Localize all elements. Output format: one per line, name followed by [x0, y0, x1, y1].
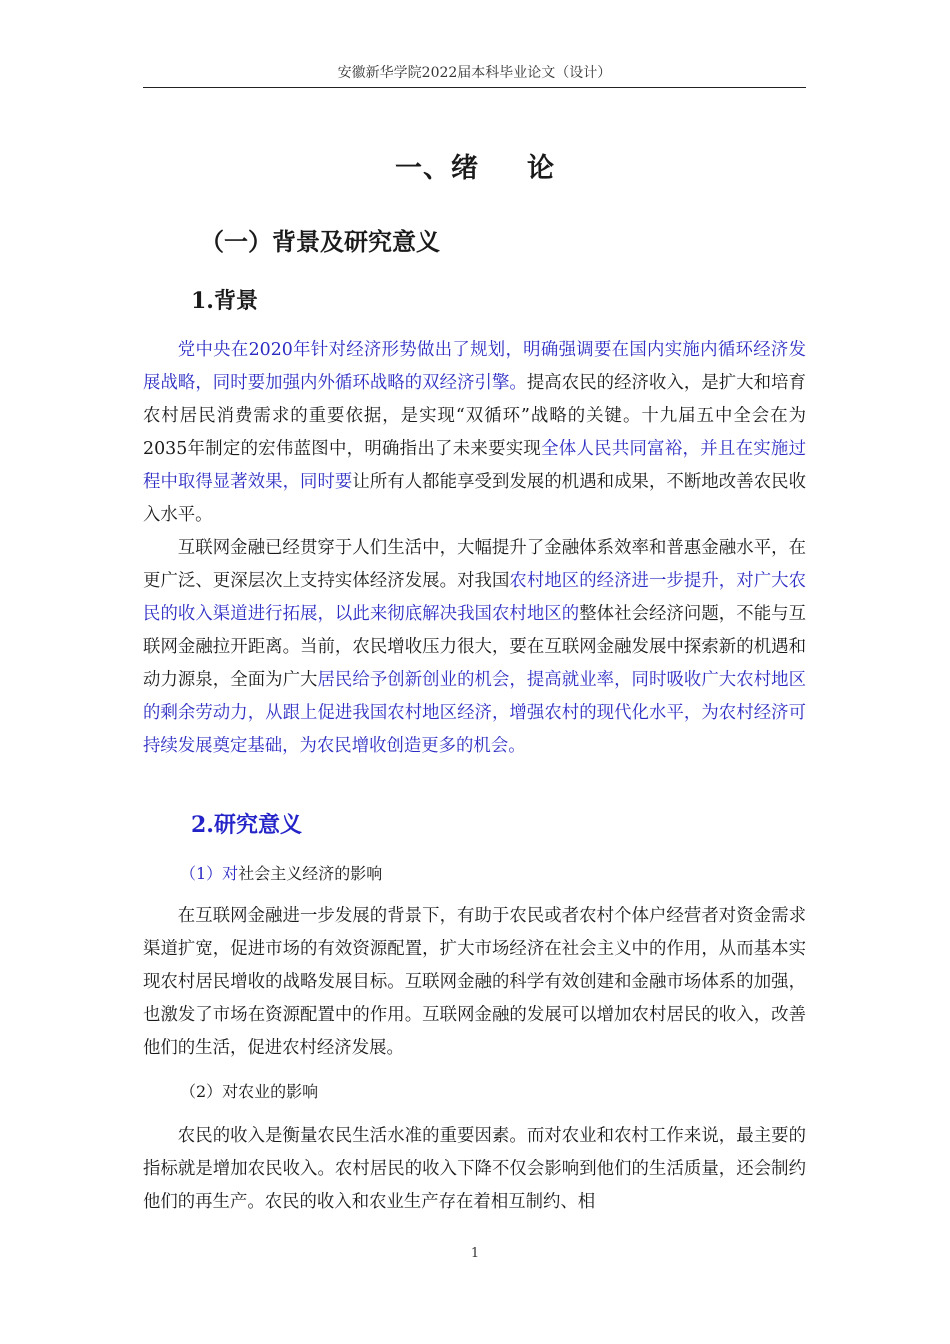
item-heading-1-rest: 社会主义经济的影响 [238, 864, 383, 883]
running-header: 安徽新华学院2022届本科毕业论文（设计） [337, 65, 612, 81]
page-number: 1 [470, 1246, 480, 1261]
paragraph-2-span-1: 互联网金融已经贯穿于人们生活中，大幅提升了金融体系效率和普惠金融水平，在更广泛、更深层次上支持实体经济发展。对我国 [143, 538, 806, 591]
paragraph-4: 农民的收入是衡量农民生活水准的重要因素。而对农业和农村工作来说，最主要的指标就是增加农民收入。农村居民的收入下降不仅会影响到他们的生活质量，还会制约他们的再生产。农民的收入和农业生产存在着相互制约、相 [143, 1126, 806, 1212]
header-rule [143, 87, 806, 88]
chapter-title-part2: 论 [527, 153, 555, 184]
subsection-heading-significance: 2.研究意义 [191, 812, 302, 838]
paragraph-1-span-4: 让所有人都能享受到发展的机遇和成果，不断地改善农民收入水平。 [143, 472, 806, 525]
paragraph-2 [143, 532, 806, 763]
paragraph-1-span-3: 全体人民共同富裕，并且在实施过程中取得显著效果，同时要 [143, 439, 806, 492]
section-heading-background: （一）背景及研究意义 [200, 227, 440, 256]
paragraph-2-span-2: 农村地区的经济进一步提升，对广大农民的收入渠道进行拓展，以此来彻底解决我国农村地区的 [143, 571, 806, 624]
paragraph-2-span-4: 居民给予创新创业的机会，提高就业率，同时吸收广大农村地区的剩余劳动力，从跟上促进我国农村地区经济，增强农村的现代化水平，为农村经济可持续发展奠定基础，为农民增收创造更多的机会。 [143, 670, 806, 756]
item-heading-socialist-economy [180, 861, 382, 884]
item-heading-1-prefix: （1）对 [180, 864, 239, 883]
chapter-title-part1: 一、绪 [395, 153, 479, 184]
chapter-title [0, 146, 950, 185]
item-heading-agriculture: （2）对农业的影响 [180, 1082, 319, 1101]
subsection-heading-background: 1.背景 [191, 288, 258, 314]
paragraph-1 [143, 334, 806, 532]
paragraph-1-span-2: 提高农民的经济收入，是扩大和培育农村居民消费需求的重要依据，是实现“双循环”战略的关键。十九届五中全会在为2035年制定的宏伟蓝图中，明确指出了未来要实现 [143, 373, 806, 459]
paragraph-2-span-3: 整体社会经济问题，不能与互联网金融拉开距离。当前，农民增收压力很大，要在互联网金融发展中探索新的机遇和动力源泉，全面为广大 [143, 604, 806, 690]
paragraph-1-span-1: 党中央在2020年针对经济形势做出了规划，明确强调要在国内实施内循环经济发展战略，同时要加强内外循环战略的双经济引擎。 [143, 340, 806, 393]
paragraph-3: 在互联网金融进一步发展的背景下，有助于农民或者农村个体户经营者对资金需求渠道扩宽，促进市场的有效资源配置，扩大市场经济在社会主义中的作用，从而基本实现农村居民增收的战略发展目标。互联网金融的科学有效创建和金融市场体系的加强，也激发了市场在资源配置中的作用。互联网金融的发展可以增加农村居民的收入，改善他们的生活，促进农村经济发展。 [143, 906, 806, 1058]
